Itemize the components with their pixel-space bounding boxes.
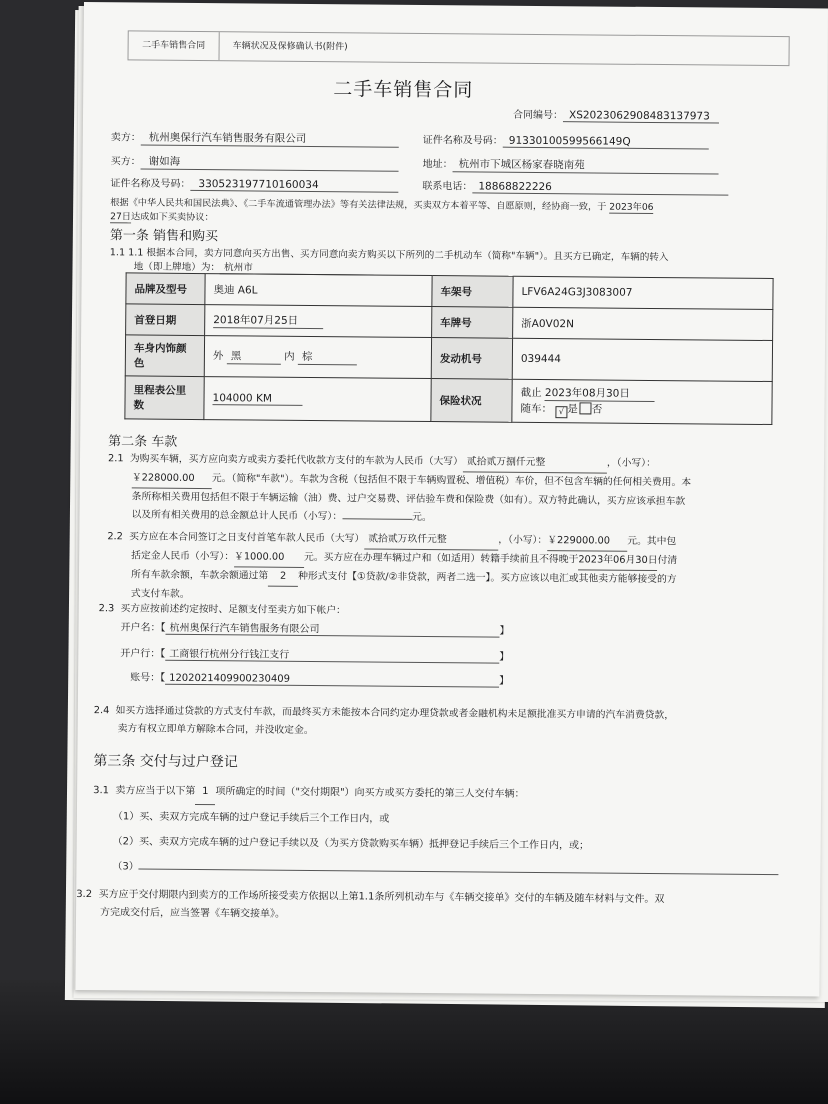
- mileage-value: 104000 KM: [212, 392, 302, 406]
- tab-appendix: 车辆状况及保修确认书(附件): [232, 41, 348, 53]
- clause-2-2: 2.2 买方应在本合同签订之日支付首笔车款人民币（大写） 贰拾贰万玖仟元整 ，（小写）：￥229000.00 元。其中包 括定金人民币（小写）：￥1000.00 元。买方应在办理车辆过户和（如适用）转籍手续前且不得晚于2023年06月30日付清 所有车款余额，车款余额通过第 2 种形式支付【①贷款/②非贷款，两者二选一】。买方应该以电汇或其他卖方能够接受的方 式支付车款。: [107, 531, 678, 600]
- checkbox-yes: √: [555, 406, 567, 418]
- clause-1-1: 1.1 1.1 根据本合同，卖方同意向买方出售、买方同意向卖方购买以下所列的二手机动车（简称"车辆"）。且买方已确定，车辆的转入: [109, 247, 669, 264]
- first-payment-number: ￥229000.00: [547, 532, 627, 552]
- account-name: 杭州奥保行汽车销售服务有限公司: [165, 619, 499, 638]
- document-title: 二手车销售合同: [333, 78, 474, 102]
- brand-value: 奥迪 A6L: [205, 274, 432, 307]
- account-name-row: 开户名：【 杭州奥保行汽车销售服务有限公司 】: [120, 618, 509, 637]
- table-label: 发动机号: [431, 338, 512, 380]
- document-tabs: [127, 30, 789, 66]
- seller-cert-value: 91330100599566149Q: [503, 135, 709, 150]
- article-2-title: 第二条 车款: [108, 434, 178, 450]
- clause-2-1: 2.1 为购买车辆，买方应向卖方或卖方委托代收款方支付的车款为人民币（大写） 贰拾贰万捌仟元整 ，（小写）： ￥228000.00 元。（简称"车款"）。车款为含税（包括但不限于车辆购置税、增值税）车价，但不包含车辆的任何相关费用。本 条所称相关费用包括但不限于车辆运输（油）费、过户交易费、评估验车费和保险费（如有）。双方特此确认，买方应该承担车款 以及所有相关费用的总金额总计人民币（小写）： 元。: [107, 453, 692, 524]
- account-number-row: 账号：【 1202021409900230409 】: [130, 672, 510, 687]
- clause-3-2: 3.2 买方应于交付期限内到卖方的工作场所接受卖方依据以上第1.1条所列机动车与《车辆交接单》交付的车辆及随车材料与文件。双 方完成交付后，应当签署《车辆交接单》。: [76, 888, 665, 920]
- vin-value: LFV6A24G3J3083007: [513, 276, 773, 309]
- contract-number: 合同编号： XS2023062908483137973: [513, 106, 719, 124]
- interior-color: 棕: [298, 349, 357, 366]
- table-label: 保险状况: [431, 379, 512, 423]
- reg-date-value: 2018年07月25日: [213, 312, 323, 329]
- article-1-title: 第一条 销售和购买: [109, 228, 219, 245]
- clause-1-1-cont: 地（即上牌地）为： 杭州市: [134, 258, 374, 275]
- buyer-cert-value: 330523197710160034: [190, 178, 398, 193]
- plate-value: 浙A0V02N: [513, 307, 773, 340]
- insurance-cell: 截止 2023年08月30日 随车： √ 是 否: [512, 379, 772, 424]
- clause-2-4: 2.4 如买方选择通过贷款的方式支付车款，而最终买方未能按本合同约定办理贷款或者金融机构未足额批准买方申请的汽车消费贷款， 卖方有权立即单方解除本合同，并没收定金。: [93, 705, 675, 737]
- bank-row: 开户行：【 工商银行杭州分行钱江支行 】: [120, 644, 509, 663]
- first-payment-uppercase: 贰拾贰万玖仟元整: [364, 530, 498, 550]
- table-label: 车牌号: [432, 307, 513, 339]
- seller-name: 杭州奥保行汽车销售服务有限公司: [141, 130, 399, 148]
- buyer-name: 谢如海: [141, 154, 399, 172]
- payment-method: 2: [268, 568, 298, 587]
- address-value: 杭州市下城区杨家春晓南苑: [453, 156, 719, 174]
- contract-page: [75, 2, 828, 996]
- registration-place: 杭州市: [220, 259, 374, 275]
- preamble-line2: 27日达成如下买卖协议：: [110, 208, 214, 224]
- buyer-row: 买方： 谢如海: [111, 152, 399, 172]
- price-uppercase: 贰拾贰万捌仟元整: [463, 453, 607, 473]
- vehicle-info-table: [124, 272, 773, 425]
- seller-row: 卖方： 杭州奥保行汽车销售服务有限公司: [111, 128, 399, 148]
- buyer-cert-row: 证件名称及号码： 330523197710160034: [110, 174, 398, 193]
- reg-date-cell: [205, 305, 432, 338]
- seller-cert-row: 证件名称及号码： 91330100599566149Q: [423, 131, 709, 149]
- tab-contract: 二手车销售合同: [129, 31, 220, 60]
- table-label: 车架号: [432, 276, 513, 308]
- preamble-date: 2023年06: [609, 199, 653, 214]
- table-label: 车身内饰颜色: [125, 335, 204, 377]
- payment-deadline: 2023年06月30日: [578, 551, 657, 571]
- address-row: 地址： 杭州市下城区杨家春晓南苑: [423, 155, 719, 175]
- account-number: 1202021409900230409: [165, 673, 499, 688]
- table-label: 品牌及型号: [126, 273, 205, 305]
- table-label: 里程表公里数: [125, 376, 204, 420]
- table-row: [125, 376, 772, 425]
- checkbox-no: [580, 402, 592, 414]
- bank-name: 工商银行杭州分行钱江支行: [165, 645, 499, 664]
- preamble-line1: 根据《中华人民共和国民法典》、《二手车流通管理办法》等有关法律法规，买卖双方本着平等、自愿原则，经协商一致，于 2023年06: [110, 197, 654, 213]
- mileage-cell: [204, 377, 431, 422]
- phone-value: 18868822226: [472, 180, 728, 195]
- clause-3-1: 3.1 卖方应当于以下第 1 项所确定的时间（"交付期限"）向买方或买方委托的第三人交付车辆： （1）买、卖双方完成车辆的过户登记手续后三个工作日内，或 （2）买、卖双方完成车辆的过户登记手续以及（为买方贷款购买车辆）抵押登记手续后三个工作日内，或； （3）: [92, 778, 783, 885]
- contract-number-value: XS2023062908483137973: [563, 109, 719, 123]
- table-row: [125, 335, 772, 382]
- article-3-title: 第三条 交付与过户登记: [93, 753, 238, 771]
- exterior-color: 黑: [227, 348, 281, 364]
- price-number: ￥228000.00: [132, 469, 212, 489]
- delivery-option: 1: [195, 779, 215, 805]
- engine-value: 039444: [512, 338, 772, 381]
- table-label: 首登日期: [126, 304, 205, 336]
- phone-row: 联系电话： 18868822226: [422, 177, 728, 196]
- color-cell: 外 黑 内 棕: [204, 336, 431, 379]
- clause-2-3: 2.3 买方应按前述约定按时、足额支付至卖方如下帐户：: [98, 603, 346, 617]
- insurance-until: 2023年08月30日: [545, 385, 655, 402]
- deposit-amount: ￥1000.00: [234, 548, 304, 568]
